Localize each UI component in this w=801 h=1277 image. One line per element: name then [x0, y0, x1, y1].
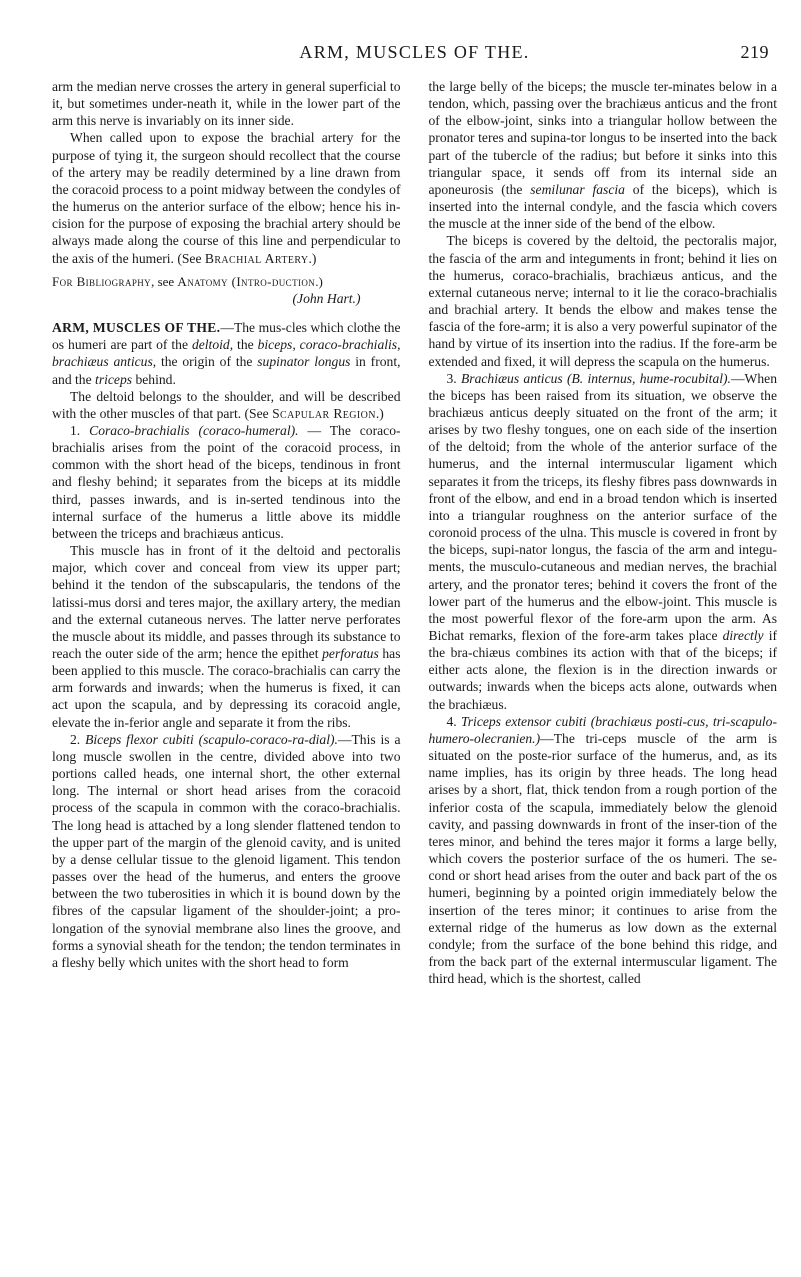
section-title: Coraco-brachialis (coraco-humeral). [89, 422, 299, 438]
author-signature: (John Hart.) [292, 290, 361, 306]
right-column [429, 78, 778, 987]
section-biceps: 2. Biceps flexor cubiti (scapulo-coraco-ra-dial).—This is a long muscle swollen in the centre, divided above into two portions called heads, one internal short, the other external long. The internal or short head arises from the coracoid process of the scapula in common with the coraco-brachialis. The long head is attached by a long slender flattened tendon to the upper part of the margin of the glenoid cavity, and is united by a dense cellular tissue to the glenoid ligament. This tendon passes over the head of the humerus, and enters the groove between the two tuberosities in which it is bound down by the fibres of the capsular ligament of the shoulder-joint; a pro-longation of the synovial membrane also lines the groove, and forms a synovial sheath for the tendon; the tendon terminates in a fleshy belly which unites with the short head to form [52, 731, 401, 970]
text-columns [52, 78, 777, 987]
cross-reference: Brachial Artery [204, 250, 309, 266]
section-brachiaeus-anticus: 3. Brachiæus anticus (B. internus, hume-rocubital).—When the biceps has been raised from its situation, we observe the brachiæus anticus deeply situated on the front of the arm; it arises by two fleshy tongues, one on each side of the insertion of the deltoid; from the whole of the anterior surface of the humerus, and the internal intermuscular ligament which separates it from the triceps, its fleshy fibres pass downwards in front of the elbow, and end in a broad tendon which is inserted into a triangular roughness on the anterior surface of the coronoid process of the ulna. This muscle is covered in front by the biceps, supi-nator longus, the fascia of the arm and integu-ments, the musculo-cutaneous and median nerves, the brachial artery, and the pronator teres; behind it covers the front of the lower part of the humerus and the elbow-joint. This muscle is the most powerful flexor of the fore-arm upon the arm. As Bichat remarks, flexion of the fore-arm takes place directly if the bra-chiæus combines its action with that of the biceps; if either acts alone, the flexion is in the direction inwards or outwards; inwards when the biceps acts alone, outwards when the brachiæus. [428, 370, 778, 712]
entry-heading-paragraph: ARM, MUSCLES OF THE.—The mus-cles which clothe the os humeri are part of the deltoid, the biceps, coraco-brachialis, brachiæus anticus, the origin of the supinator longus in front, and the triceps behind. [52, 320, 401, 387]
paragraph: arm the median nerve crosses the artery in general superficial to it, but sometimes under-neath it, while in the lower part of the arm this nerve is invariably on its inner side. [52, 79, 401, 129]
paragraph: the large belly of the biceps; the muscle ter-minates below in a tendon, which, passing over the brachiæus anticus and the front of the elbow-joint, sinks into a triangular hollow between the pronator teres and supina-tor longus to be inserted into the back part of the tubercle of the radius; but before it sinks into this triangular space, it sends off from its internal side an aponeurosis (the semilunar fascia of the biceps), which is inserted into the internal condyle, and the fascia which covers the muscle at the inner side of the bend of the elbow. [428, 79, 777, 232]
cross-reference: Scapular Region [272, 405, 376, 421]
section-coraco-brachialis: 1. Coraco-brachialis (coraco-humeral). — The coraco-brachialis arises from the point of the coracoid process, in common with the short head of the biceps, tendinous in front and fleshy behind; it separates from the biceps at its middle third, passes inwards, and is in-serted tendinous into the internal surface of the humerus a little above its middle between the triceps and brachiæus anticus. [52, 422, 401, 541]
section-title: Triceps extensor cubiti (brachiæus posti-cus, tri-scapulo-humero-olecranien.) [428, 713, 778, 746]
running-head [52, 42, 777, 68]
section-title: Biceps flexor cubiti (scapulo-coraco-ra-dial). [85, 731, 338, 747]
bibliography-note: For Bibliography, see Anatomy (Intro-duction.) [52, 273, 323, 289]
paragraph: The deltoid belongs to the shoulder, and will be described with the other muscles of that part. (See Scapular Region.) [52, 388, 401, 421]
cross-reference: Anatomy (Intro-duction [177, 273, 316, 289]
left-column [52, 78, 401, 987]
page-number: 219 [740, 42, 769, 62]
paragraph: The biceps is covered by the deltoid, the pectoralis major, the fascia of the arm and integuments in front; behind it lies on the humerus, coraco-brachialis, brachiæus anticus, and the external cutaneous nerve; internal to it lie the coraco-brachialis and brachial artery. It bends the elbow and makes tense the fascia of the fore-arm; it is also a very powerful supinator of the hand by virtue of its insertion into the radius. If the fore-arm be extended and fixed, it will depress the scapula on the humerus. [428, 233, 777, 369]
section-title: Brachiæus anticus (B. internus, hume-rocubital). [460, 370, 731, 386]
paragraph: When called upon to expose the brachial artery for the purpose of tying it, the surgeon should recollect that the course of the artery may be readily determined by a line drawn from the coracoid process to a point midway between the condyles of the humerus on the anterior surface of the elbow; hence his in-cision for the purpose of exposing the brachial artery should be always made along the course of this line and perpendicular to the axis of the humeri. (See Brachial Artery.) [52, 130, 401, 266]
section-triceps: 4. Triceps extensor cubiti (brachiæus posti-cus, tri-scapulo-humero-olecranien.)—The tri-ceps muscle of the arm is situated on the poste-rior surface of the humerus, and, as its name implies, has its origin by three heads. The long head arises by a short, flat, thick tendon from a rough portion of the inferior costa of the scapula, immediately below the glenoid cavity, and passing downwards in front of the inser-tion of the teres minor, and behind the teres major it forms a large belly, which covers the posterior surface of the os humeri. The se-cond or short head arises from the outer and back part of the os humeri, beginning by a pointed origin immediately below the insertion of the teres minor; it continues to arise from the external ridge of the humerus as low down as the external condyle; from the surface of the bone behind this ridge, and from the back part of the external intermuscular ligament. The third head, which is the shortest, called [428, 713, 778, 987]
running-head-title: ARM, MUSCLES OF THE. [299, 42, 530, 62]
paragraph: This muscle has in front of it the deltoid and pectoralis major, which cover and conceal from view its upper part; behind it the tendon of the subscapularis, the tendons of the latissi-mus dorsi and teres major, the axillary artery, the median and the external cutaneous nerves. The latter nerve perforates the muscle about its middle, and passes through its substance to reach the outer side of the arm; hence the epithet perforatus has been applied to this muscle. The coraco-brachialis can carry the arm forwards and inwards; when the humerus is fixed, it can act upon the scapula, and by depressing its coracoid angle, elevate the in-ferior angle and separate it from the ribs. [52, 543, 401, 730]
entry-heading: ARM, MUSCLES OF THE. [52, 320, 221, 336]
